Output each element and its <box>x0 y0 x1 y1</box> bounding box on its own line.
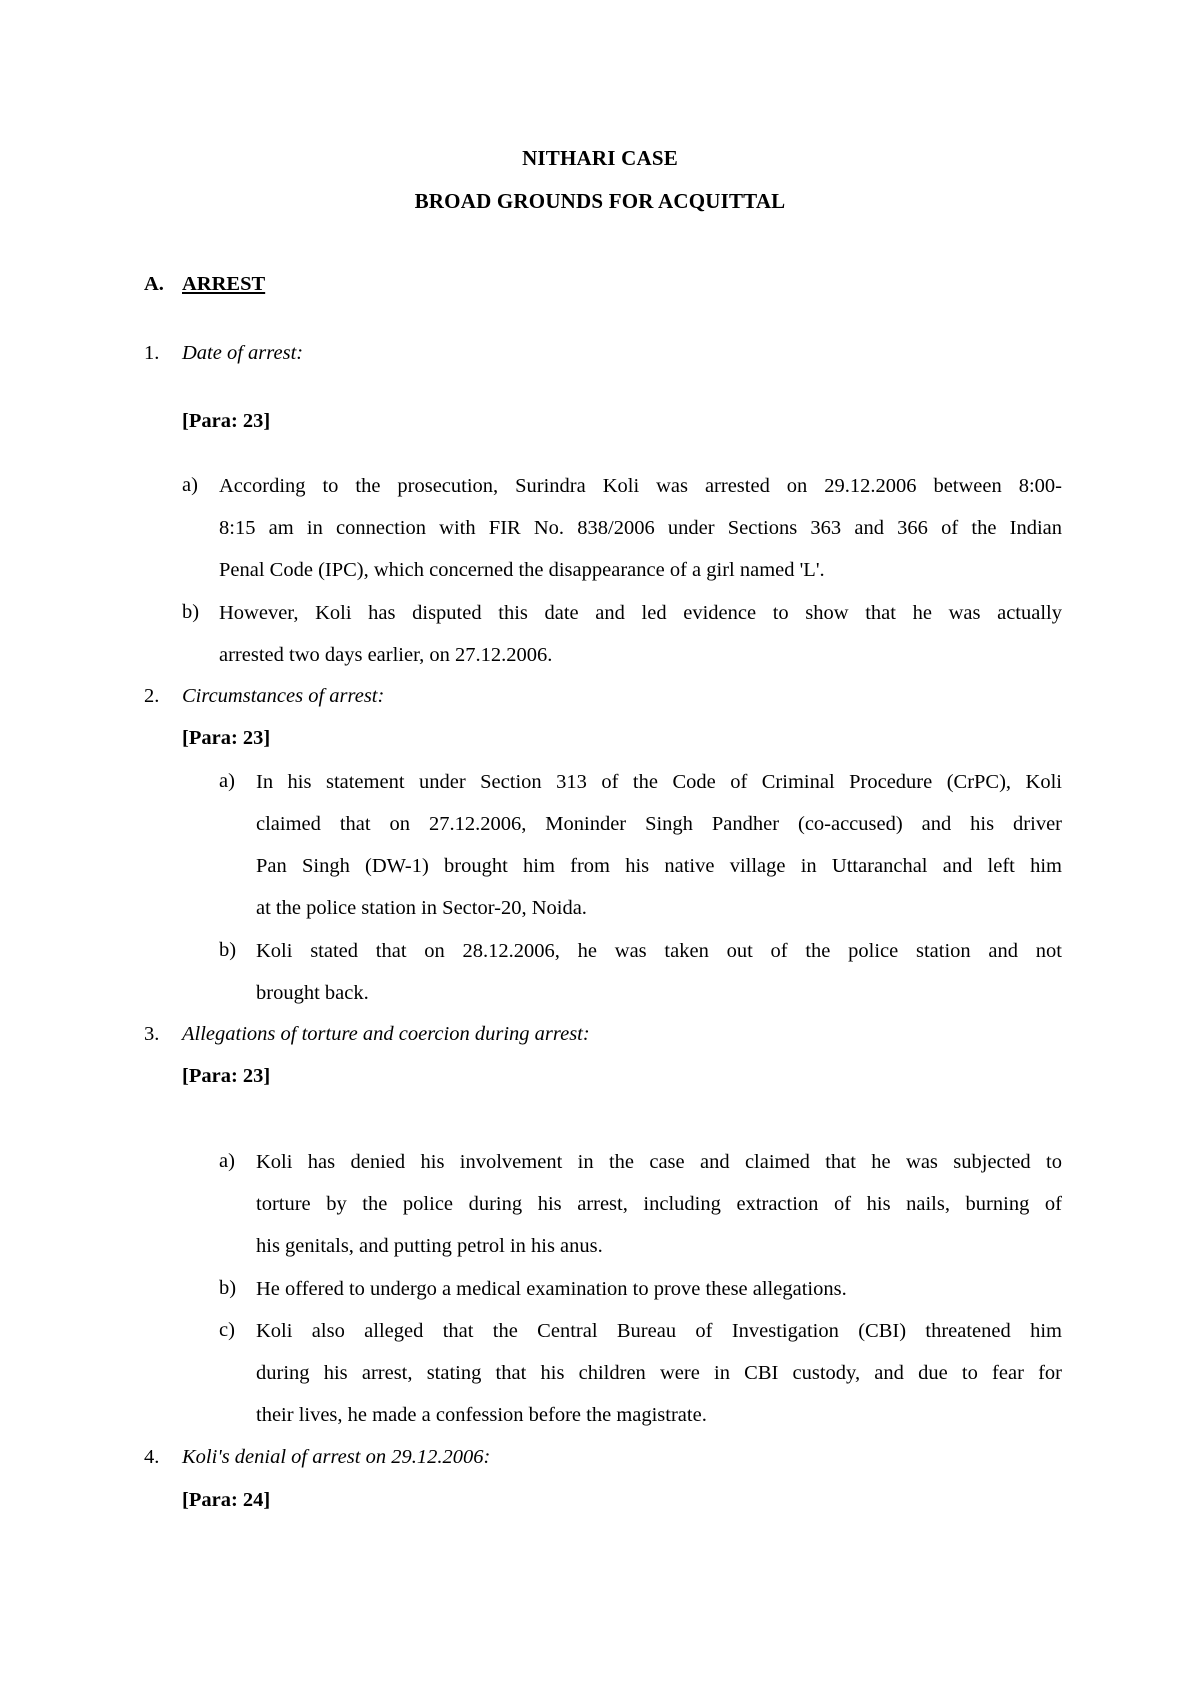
para-reference: [Para: 23] <box>182 727 271 749</box>
section-letter: A. <box>144 273 164 295</box>
sub-label: b) <box>219 939 237 961</box>
text-line: 8:15 am in connection with FIR No. 838/2006 under Sections 363 and 366 of the Indian <box>219 517 1062 539</box>
text-line: Koli has denied his involvement in the case and claimed that he was subjected to <box>256 1151 1062 1173</box>
text-line: torture by the police during his arrest, including extraction of his nails, burning of <box>256 1193 1062 1215</box>
document-subtitle: BROAD GROUNDS FOR ACQUITTAL <box>414 189 786 213</box>
text-line: claimed that on 27.12.2006, Moninder Singh Pandher (co-accused) and his driver <box>256 813 1062 835</box>
text-line: during his arrest, stating that his children were in CBI custody, and due to fear for <box>256 1362 1062 1384</box>
text-line: brought back. <box>256 982 369 1004</box>
sub-label: b) <box>219 1277 237 1299</box>
text-line: Koli stated that on 28.12.2006, he was taken out of the police station and not <box>256 940 1062 962</box>
text-line: their lives, he made a confession before the magistrate. <box>256 1404 707 1426</box>
text-line: Koli also alleged that the Central Bureau of Investigation (CBI) threatened him <box>256 1320 1062 1342</box>
document-title: NITHARI CASE <box>522 146 678 170</box>
item-number: 3. <box>144 1023 160 1045</box>
sub-label: a) <box>182 474 198 496</box>
text-line: his genitals, and putting petrol in his anus. <box>256 1235 603 1257</box>
item-number: 2. <box>144 685 160 707</box>
sub-paragraph <box>256 1141 1062 1267</box>
item-heading: Circumstances of arrest: <box>182 685 385 707</box>
item-heading: Date of arrest: <box>182 342 304 364</box>
sub-label: a) <box>219 1150 235 1172</box>
item-number: 4. <box>144 1446 160 1468</box>
sub-paragraph <box>256 930 1062 1014</box>
sub-label: a) <box>219 770 235 792</box>
text-line: He offered to undergo a medical examination to prove these allegations. <box>256 1278 847 1300</box>
text-line: In his statement under Section 313 of the Code of Criminal Procedure (CrPC), Koli <box>256 771 1062 793</box>
sub-label: c) <box>219 1319 235 1341</box>
section-heading: ARREST <box>182 273 266 295</box>
text-line: Penal Code (IPC), which concerned the disappearance of a girl named 'L'. <box>219 559 825 581</box>
sub-paragraph <box>256 761 1062 929</box>
para-reference: [Para: 24] <box>182 1489 271 1511</box>
para-reference: [Para: 23] <box>182 410 271 432</box>
item-number: 1. <box>144 342 160 364</box>
text-line: Pan Singh (DW-1) brought him from his native village in Uttaranchal and left him <box>256 855 1062 877</box>
text-line: However, Koli has disputed this date and led evidence to show that he was actually <box>219 602 1062 624</box>
text-line: According to the prosecution, Surindra Koli was arrested on 29.12.2006 between 8:00- <box>219 475 1062 497</box>
sub-paragraph <box>256 1268 1062 1310</box>
sub-paragraph <box>219 465 1062 591</box>
text-line: at the police station in Sector-20, Noida. <box>256 897 587 919</box>
sub-paragraph <box>219 592 1062 676</box>
sub-paragraph <box>256 1310 1062 1436</box>
text-line: arrested two days earlier, on 27.12.2006. <box>219 644 553 666</box>
sub-label: b) <box>182 601 200 623</box>
item-heading: Allegations of torture and coercion during arrest: <box>182 1023 590 1045</box>
item-heading: Koli's denial of arrest on 29.12.2006: <box>182 1446 491 1468</box>
para-reference: [Para: 23] <box>182 1065 271 1087</box>
